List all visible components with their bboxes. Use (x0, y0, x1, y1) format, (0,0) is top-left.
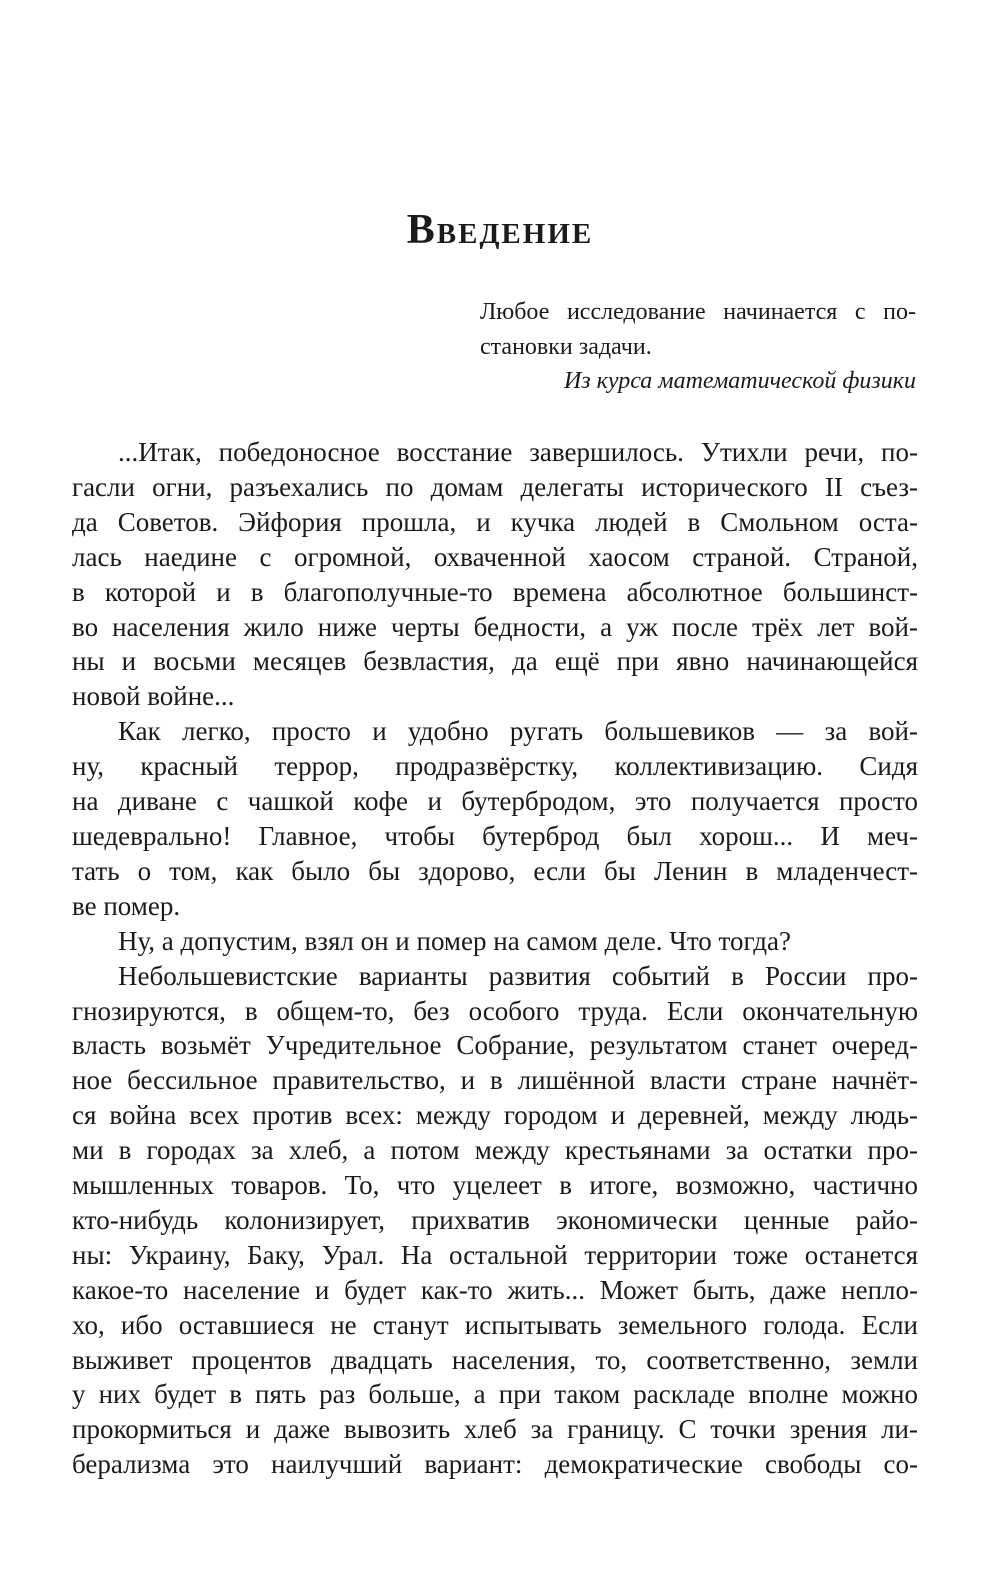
text-line: лась наедине с огромной, охваченной хаосом страной. Страной, (72, 541, 918, 572)
text-line: какое-то население и будет как-то жить... Может быть, даже непло- (72, 1274, 918, 1305)
text-line: ны и восьми месяцев безвластия, да ещё при явно начинающейся (72, 646, 918, 677)
text-line: берализма это наилучший вариант: демократические свободы со- (72, 1449, 918, 1480)
text-line: в которой и в благополучные-то времена абсолютное большинст- (72, 576, 918, 607)
text-line: прокормиться и даже вывозить хлеб за границу. С точки зрения ли- (72, 1414, 918, 1445)
text-line: Небольшевистские варианты развития событий в России про- (118, 960, 918, 991)
text-line: гнозируются, в общем-то, без особого труда. Если окончательную (72, 995, 918, 1026)
epigraph (480, 295, 916, 399)
epigraph-line: Любое исследование начинается с по- (480, 299, 916, 325)
text-line: Как легко, просто и удобно ругать большевиков — за вой- (118, 716, 918, 747)
chapter-title: Введение (406, 207, 594, 253)
epigraph-line: становки задачи. (480, 333, 652, 360)
text-line: ве помер. (72, 890, 181, 921)
text-line: да Советов. Эйфория прошла, и кучка людей в Смольном оста- (72, 506, 918, 537)
text-line: ны: Украину, Баку, Урал. На остальной территории тоже останется (72, 1239, 918, 1270)
text-line: ми в городах за хлеб, а потом между крестьянами за остатки про- (72, 1135, 918, 1166)
epigraph-source: Из курса математической физики (563, 368, 916, 394)
text-line: ...Итак, победоносное восстание завершилось. Утихли речи, по- (118, 437, 918, 467)
text-line: ну, красный террор, продразвёрстку, коллективизацию. Сидя (72, 751, 918, 782)
text-line: Ну, а допустим, взял он и помер на самом деле. Что тогда? (118, 925, 791, 956)
text-line: ное бессильное правительство, и в лишённой власти стране начнёт- (72, 1065, 918, 1096)
text-line: на диване с чашкой кофе и бутербродом, это получается просто (72, 786, 918, 817)
text-line: гасли огни, разъехались по домам делегаты исторического II съез- (72, 471, 918, 502)
text-line: власть возьмёт Учредительное Собрание, результатом станет очеред- (72, 1030, 918, 1061)
text-line: во населения жило ниже черты бедности, а уж после трёх лет вой- (72, 611, 918, 642)
text-line: новой войне... (72, 681, 235, 712)
text-line: кто-нибудь колонизирует, прихватив экономически ценные райо- (72, 1204, 918, 1235)
text-line: шедеврально! Главное, чтобы бутерброд был хорош... И меч- (72, 820, 918, 851)
text-line: выживет процентов двадцать населения, то, соответственно, земли (72, 1344, 918, 1375)
text-line: хо, ибо оставшиеся не станут испытывать земельного голода. Если (72, 1309, 918, 1340)
text-line: у них будет в пять раз больше, а при таком раскладе вполне можно (72, 1379, 918, 1410)
text-line: мышленных товаров. То, что уцелеет в итоге, возможно, частично (72, 1170, 918, 1201)
body-text (72, 435, 918, 1482)
text-line: ся война всех против всех: между городом и деревней, между людь- (72, 1100, 918, 1131)
text-line: тать о том, как было бы здорово, если бы Ленин в младенчест- (72, 855, 918, 886)
